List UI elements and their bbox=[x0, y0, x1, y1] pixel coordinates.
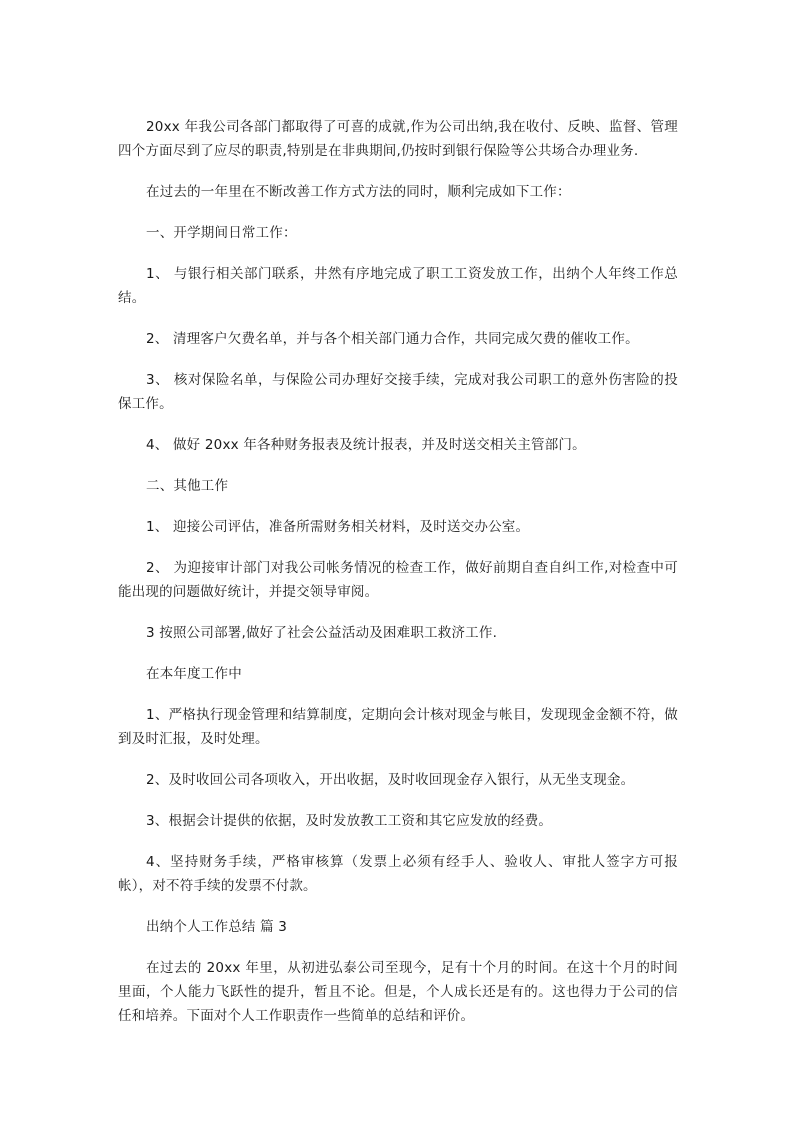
paragraph-intro: 20xx 年我公司各部门都取得了可喜的成就,作为公司出纳,我在收付、反映、监督、管理四个方面尽到了应尽的职责,特别是在非典期间,仍按时到银行保险等公共场合办理业务. bbox=[118, 119, 678, 159]
list-item-audit: 2、 为迎接审计部门对我公司帐务情况的检查工作，做好前期自查自纠工作,对检查中可能出现的问题做好统计，并提交领导审阅。 bbox=[118, 560, 678, 600]
list-item-financial-reports: 4、 做好 20xx 年各种财务报表及统计报表，并及时送交相关主管部门。 bbox=[146, 437, 586, 453]
list-item-bank-payroll: 1、 与银行相关部门联系，井然有序地完成了职工工资发放工作，出纳个人年终工作总结。 bbox=[118, 266, 678, 306]
list-item-salary-payment: 3、根据会计提供的依据，及时发放教工工资和其它应发放的经费。 bbox=[146, 813, 553, 829]
list-item-cash-management: 1、严格执行现金管理和结算制度，定期向会计核对现金与帐目，发现现金金额不符，做到及时汇报，及时处理。 bbox=[118, 707, 678, 747]
paragraph-summary-lead: 在过去的一年里在不断改善工作方式方法的同时，顺利完成如下工作： bbox=[146, 184, 571, 200]
section-heading-other-work: 二、其他工作 bbox=[146, 478, 229, 494]
list-item-insurance: 3、 核对保险名单，与保险公司办理好交接手续，完成对我公司职工的意外伤害险的投保工作。 bbox=[118, 372, 678, 412]
list-item-income-collection: 2、及时收回公司各项收入，开出收据，及时收回现金存入银行，从无坐支现金。 bbox=[146, 772, 635, 788]
list-item-public-welfare: 3 按照公司部署,做好了社会公益活动及困难职工救济工作. bbox=[146, 625, 498, 641]
list-item-arrears-collection: 2、 清理客户欠费名单，并与各个相关部门通力合作，共同完成欠费的催收工作。 bbox=[146, 331, 639, 347]
list-item-invoice-review: 4、坚持财务手续，严格审核算（发票上必须有经手人、验收人、审批人签字方可报帐），对不符手续的发票不付款。 bbox=[118, 854, 678, 894]
section-heading-this-year: 在本年度工作中 bbox=[146, 666, 242, 682]
section-heading-daily-work: 一、开学期间日常工作： bbox=[146, 225, 297, 241]
article-title-part-3: 出纳个人工作总结 篇 3 bbox=[146, 919, 288, 935]
document-body bbox=[118, 115, 678, 1045]
paragraph-part-3-intro: 在过去的 20xx 年里，从初进弘泰公司至现今，足有十个月的时间。在这十个月的时间里面，个人能力飞跃性的提升，暂且不论。但是，个人成长还是有的。这也得力于公司的信任和培养。下面对个人工作职责作一些简单的总结和评价。 bbox=[118, 960, 678, 1024]
list-item-evaluation: 1、 迎接公司评估，准备所需财务相关材料，及时送交办公室。 bbox=[146, 519, 530, 535]
